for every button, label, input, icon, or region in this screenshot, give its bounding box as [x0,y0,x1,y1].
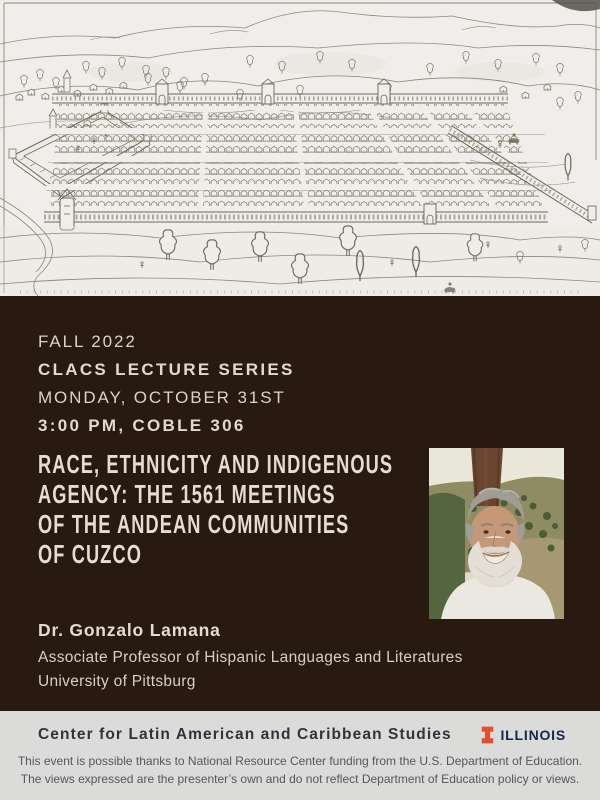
speaker-name: Dr. Gonzalo Lamana [38,620,221,640]
speaker-affiliation: University of Pittsburg [38,673,196,690]
funding-disclaimer [0,752,600,788]
lecture-title [38,449,393,569]
speaker-photo [429,448,564,619]
illinois-wordmark: ILLINOIS [500,727,566,743]
speaker-block [38,620,463,694]
event-season: FALL 2022 [38,332,137,351]
lecture-title-line: OF THE ANDEAN COMMUNITIES [38,509,350,539]
footer [0,711,600,800]
lecture-title-line: OF CUZCO [38,539,143,569]
event-date: MONDAY, OCTOBER 31ST [38,388,286,407]
center-name: Center for Latin American and Caribbean Studies [38,726,452,743]
disclaimer-line: The views expressed are the presenter’s own and do not reflect Department of Education policy or views. [20,772,580,786]
disclaimer-line: This event is possible thanks to National Resource Center funding from the U.S. Department of Education. [17,754,583,768]
speaker-title: Associate Professor of Hispanic Languages and Literatures [38,649,463,666]
event-series: CLACS LECTURE SERIES [38,360,295,379]
lecture-title-line: AGENCY: THE 1561 MEETINGS [38,479,336,509]
event-info-block [38,328,295,440]
cuzco-map-engraving [0,0,600,296]
illinois-logo [481,726,566,744]
event-time-location: 3:00 PM, COBLE 306 [38,416,246,435]
lecture-title-line: RACE, ETHNICITY AND INDIGENOUS [38,449,394,479]
engraving-city-grid [46,104,556,212]
illinois-block-i-icon [481,726,494,744]
